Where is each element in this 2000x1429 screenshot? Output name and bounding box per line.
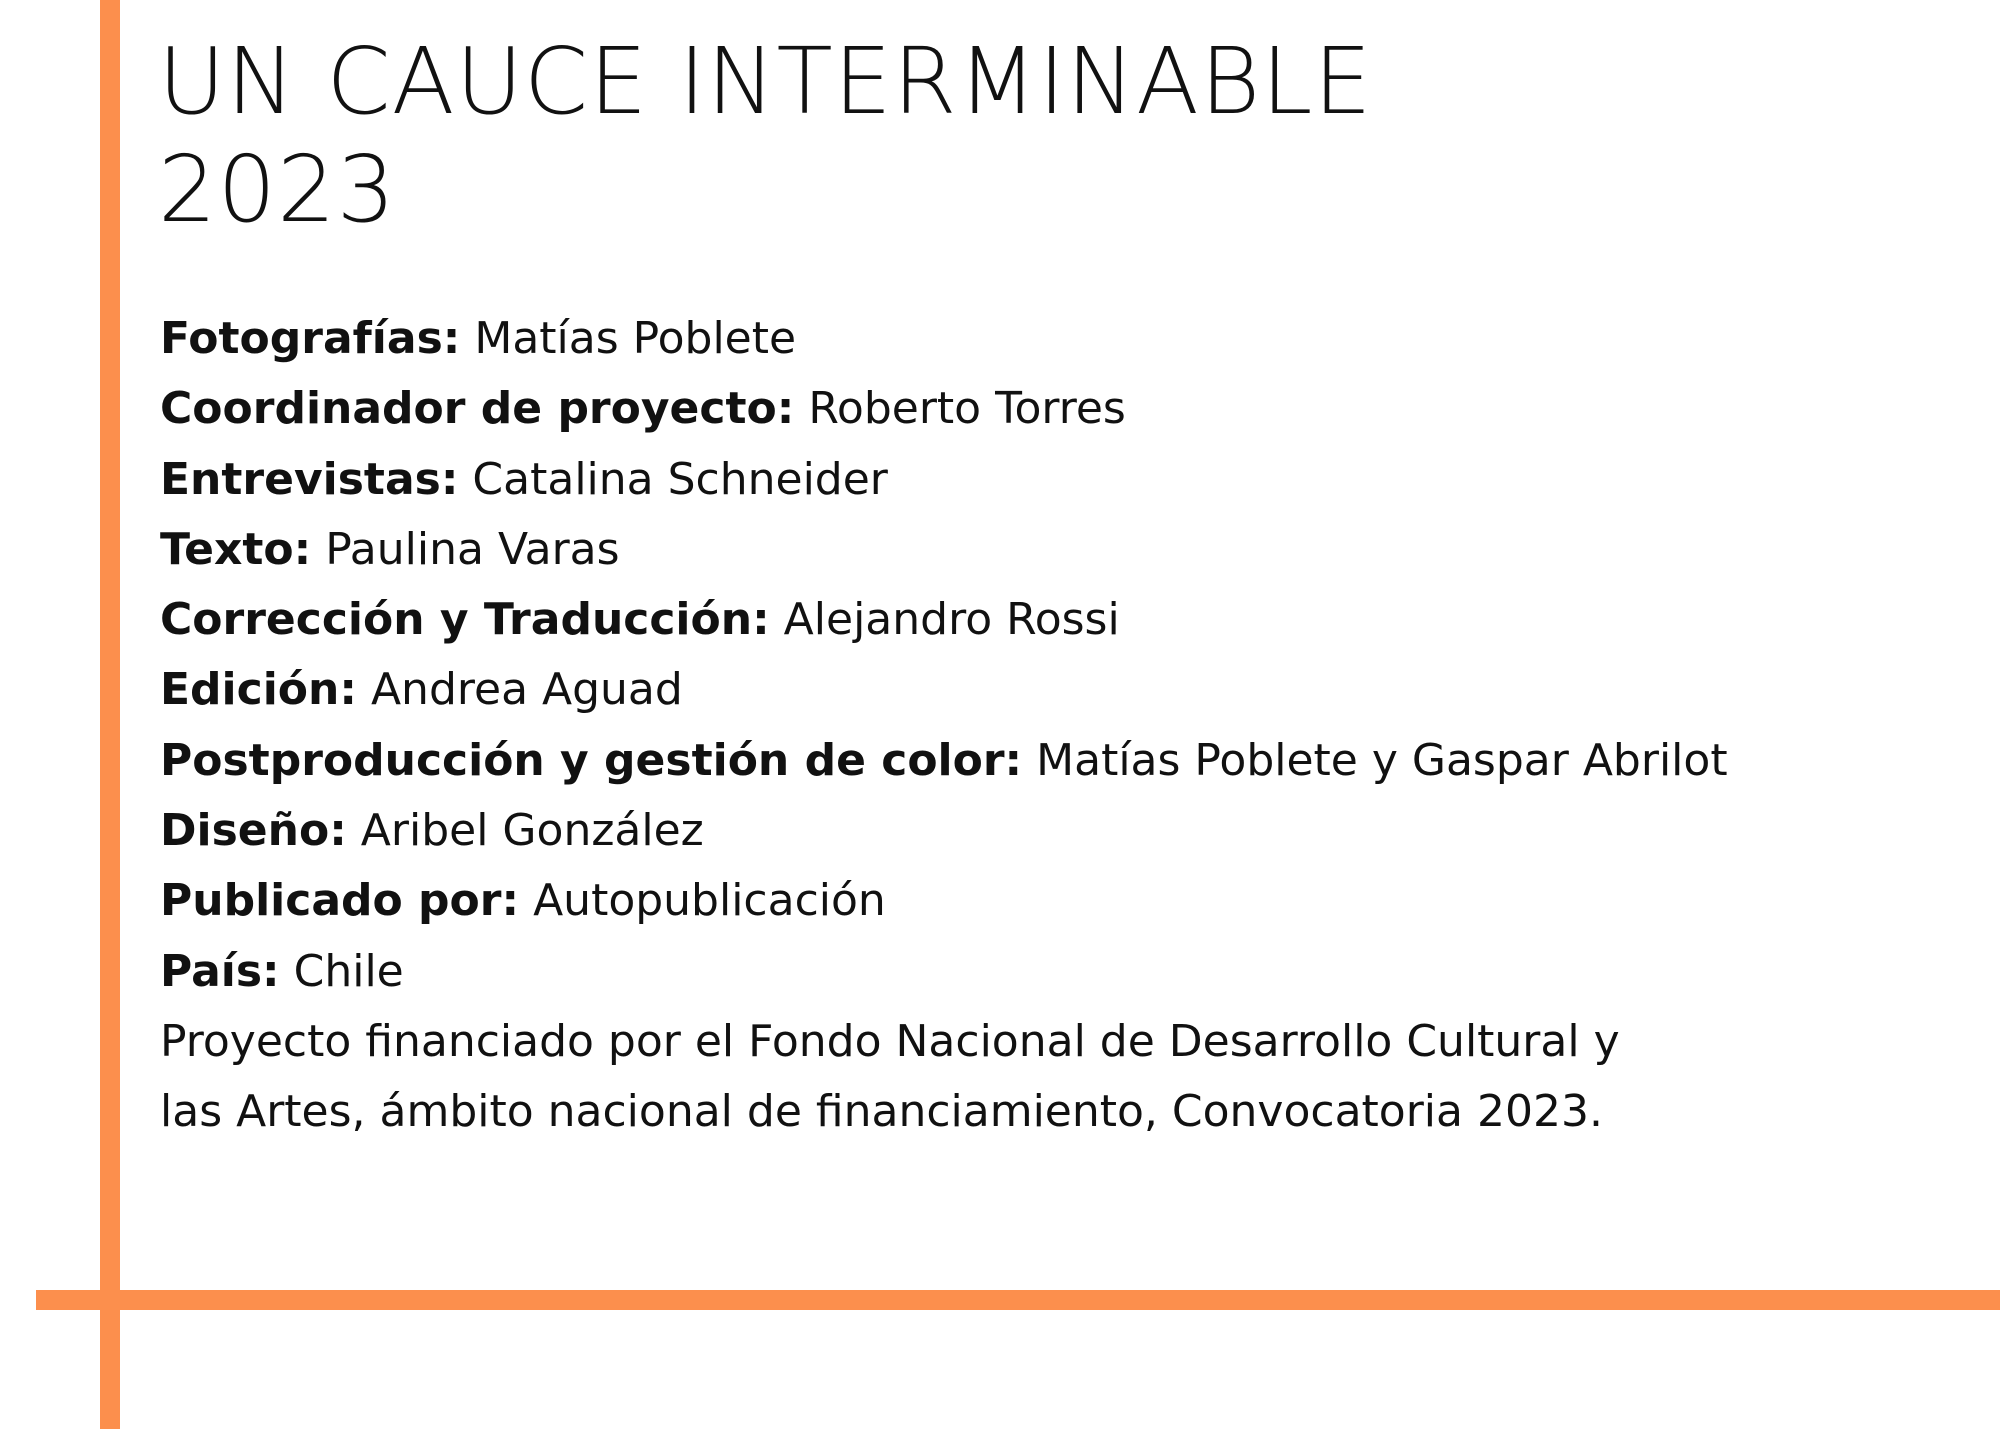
credit-value: Aribel González (360, 805, 704, 857)
credit-label: Publicado por: (160, 875, 520, 927)
credit-label: Entrevistas: (160, 453, 459, 505)
credit-correccion (160, 585, 1960, 655)
credit-label: País: (160, 945, 280, 997)
credit-value: Chile (293, 945, 404, 997)
credit-label: Postproducción y gestión de color: (160, 734, 1023, 786)
credit-postproduccion (160, 726, 1960, 796)
credit-label: Diseño: (160, 805, 347, 857)
page-title (158, 28, 1373, 244)
credit-value: Andrea Aguad (370, 664, 683, 716)
title-line-name: UN CAUCE INTERMINABLE (158, 28, 1373, 135)
funding-note (160, 1007, 1960, 1148)
accent-rule-horizontal (36, 1290, 2000, 1310)
funding-note-line: las Artes, ámbito nacional de financiamiento, Convocatoria 2023. (160, 1086, 1603, 1138)
credit-value: Autopublicación (533, 875, 886, 927)
credit-label: Corrección y Traducción: (160, 594, 770, 646)
credit-edicion (160, 655, 1960, 725)
credit-value: Matías Poblete (474, 313, 797, 364)
credits-list (160, 304, 1960, 1007)
credit-label: Edición: (160, 664, 357, 716)
funding-note-line: Proyecto financiado por el Fondo Nacional de Desarrollo Cultural y (160, 1016, 1620, 1067)
accent-rule-vertical (100, 0, 120, 1429)
credit-publicado-por (160, 866, 1960, 936)
credit-pais (160, 937, 1960, 1007)
credit-diseno (160, 796, 1960, 866)
credit-value: Matías Poblete y Gaspar Abrilot (1036, 734, 1728, 786)
credit-value: Catalina Schneider (472, 453, 888, 505)
credit-value: Roberto Torres (808, 383, 1126, 435)
credit-value: Alejandro Rossi (783, 594, 1120, 646)
credit-value: Paulina Varas (325, 523, 620, 575)
credit-entrevistas (160, 445, 1960, 515)
credit-label: Texto: (160, 523, 312, 575)
credit-texto (160, 515, 1960, 585)
credit-label: Coordinador de proyecto: (160, 383, 795, 435)
credit-coordinador (160, 374, 1960, 444)
credit-fotografias (160, 304, 1960, 374)
credit-label: Fotografías: (160, 313, 461, 364)
title-line-year: 2023 (158, 136, 397, 243)
